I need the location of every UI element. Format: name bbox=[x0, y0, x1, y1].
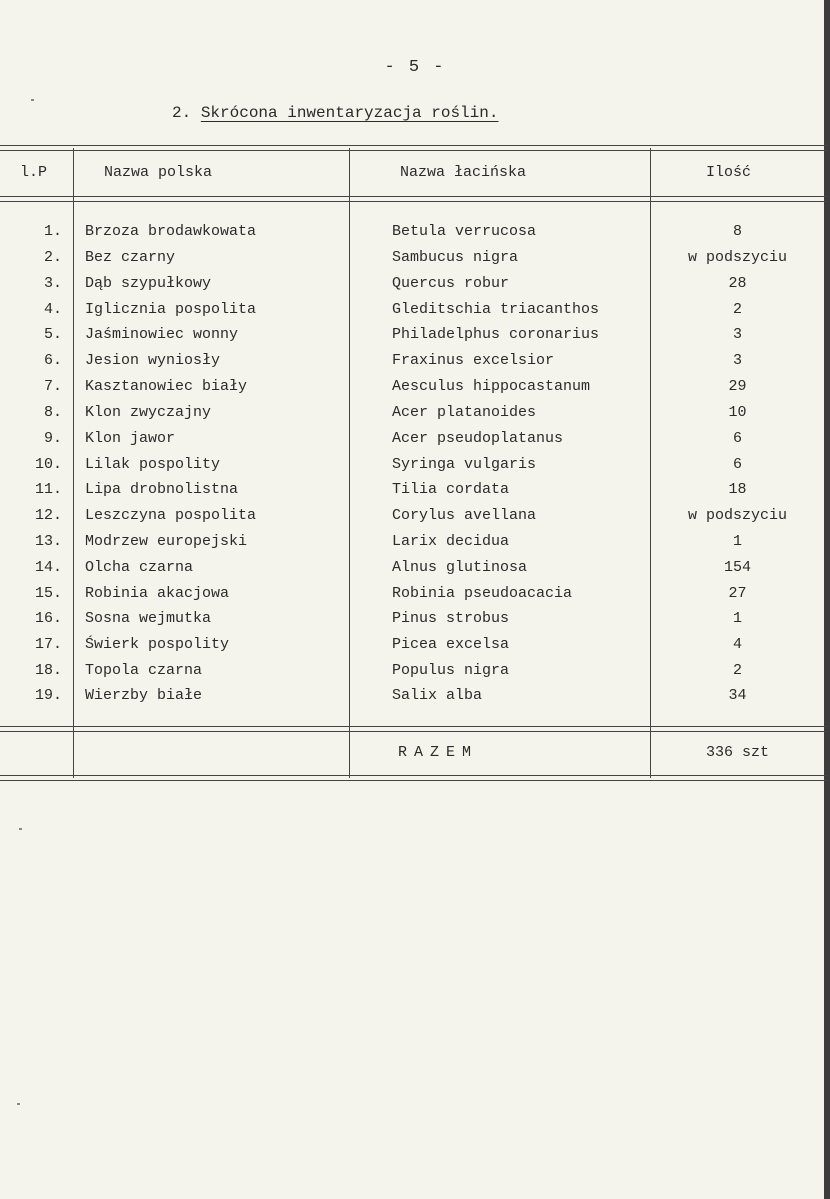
row-number: 5. bbox=[43, 326, 62, 343]
latin-name: Alnus glutinosa bbox=[392, 559, 528, 576]
polish-name: Lilak pospolity bbox=[85, 456, 221, 473]
quantity: 27 bbox=[728, 585, 747, 602]
latin-name: Acer platanoides bbox=[392, 404, 537, 421]
latin-name: Syringa vulgaris bbox=[392, 456, 537, 473]
quantity: 34 bbox=[728, 687, 747, 704]
quantity: 3 bbox=[732, 352, 742, 369]
quantity: 28 bbox=[728, 275, 747, 292]
latin-name: Corylus avellana bbox=[392, 507, 537, 524]
quantity: w podszyciu bbox=[687, 507, 788, 524]
polish-name: Olcha czarna bbox=[85, 559, 194, 576]
paper-edge bbox=[824, 0, 830, 1199]
header-lp: l.P bbox=[20, 164, 48, 181]
row-number: 19. bbox=[34, 687, 62, 704]
latin-name: Sambucus nigra bbox=[392, 249, 519, 266]
polish-name: Robinia akacjowa bbox=[85, 585, 230, 602]
body-bottom-rule bbox=[0, 726, 828, 732]
scan-speck bbox=[17, 1103, 20, 1105]
quantity: 2 bbox=[732, 662, 742, 679]
polish-name: Klon zwyczajny bbox=[85, 404, 212, 421]
row-number: 12. bbox=[34, 507, 62, 524]
column-divider bbox=[349, 148, 350, 778]
column-divider bbox=[73, 148, 74, 778]
quantity: 1 bbox=[732, 610, 742, 627]
latin-name: Tilia cordata bbox=[392, 481, 510, 498]
quantity: 154 bbox=[723, 559, 751, 576]
table-top-rule bbox=[0, 145, 828, 151]
latin-name: Robinia pseudoacacia bbox=[392, 585, 573, 602]
quantity: 1 bbox=[732, 533, 742, 550]
column-divider bbox=[650, 148, 651, 778]
scan-speck bbox=[31, 99, 34, 101]
quantity: 6 bbox=[732, 456, 742, 473]
quantity: 3 bbox=[732, 326, 742, 343]
total-label: RAZEM bbox=[398, 744, 479, 761]
latin-name: Picea excelsa bbox=[392, 636, 510, 653]
table-bottom-rule bbox=[0, 775, 828, 781]
row-number: 3. bbox=[43, 275, 62, 292]
row-number: 1. bbox=[43, 223, 62, 240]
polish-name: Klon jawor bbox=[85, 430, 176, 447]
latin-name: Aesculus hippocastanum bbox=[392, 378, 591, 395]
quantity: 6 bbox=[732, 430, 742, 447]
header-bottom-rule bbox=[0, 196, 828, 202]
latin-name: Salix alba bbox=[392, 687, 483, 704]
polish-name: Iglicznia pospolita bbox=[85, 301, 257, 318]
polish-name: Kasztanowiec biały bbox=[85, 378, 248, 395]
row-number: 13. bbox=[34, 533, 62, 550]
row-number: 11. bbox=[34, 481, 62, 498]
row-number: 9. bbox=[43, 430, 62, 447]
row-number: 17. bbox=[34, 636, 62, 653]
polish-name: Lipa drobnolistna bbox=[85, 481, 239, 498]
latin-name: Populus nigra bbox=[392, 662, 510, 679]
latin-name: Larix decidua bbox=[392, 533, 510, 550]
page-number: - 5 - bbox=[384, 58, 446, 77]
quantity: 29 bbox=[728, 378, 747, 395]
row-number: 2. bbox=[43, 249, 62, 266]
scan-speck bbox=[19, 828, 22, 830]
latin-name: Gleditschia triacanthos bbox=[392, 301, 600, 318]
polish-name: Modrzew europejski bbox=[85, 533, 248, 550]
latin-name: Quercus robur bbox=[392, 275, 510, 292]
latin-name: Fraxinus excelsior bbox=[392, 352, 555, 369]
latin-name: Betula verrucosa bbox=[392, 223, 537, 240]
quantity: 8 bbox=[732, 223, 742, 240]
row-number: 15. bbox=[34, 585, 62, 602]
header-polish-name: Nazwa polska bbox=[104, 164, 213, 181]
row-number: 4. bbox=[43, 301, 62, 318]
polish-name: Wierzby białe bbox=[85, 687, 203, 704]
row-number: 10. bbox=[34, 456, 62, 473]
row-number: 16. bbox=[34, 610, 62, 627]
header-latin-name: Nazwa łacińska bbox=[400, 164, 527, 181]
quantity: 18 bbox=[728, 481, 747, 498]
section-number: 2. bbox=[172, 104, 192, 122]
quantity: 2 bbox=[732, 301, 742, 318]
polish-name: Leszczyna pospolita bbox=[85, 507, 257, 524]
polish-name: Świerk pospolity bbox=[85, 636, 230, 653]
latin-name: Acer pseudoplatanus bbox=[392, 430, 564, 447]
row-number: 14. bbox=[34, 559, 62, 576]
latin-name: Philadelphus coronarius bbox=[392, 326, 600, 343]
quantity: 4 bbox=[732, 636, 742, 653]
polish-name: Bez czarny bbox=[85, 249, 176, 266]
polish-name: Dąb szypułkowy bbox=[85, 275, 212, 292]
section-title bbox=[172, 104, 498, 122]
polish-name: Jesion wyniosły bbox=[85, 352, 221, 369]
quantity: w podszyciu bbox=[687, 249, 788, 266]
quantity: 10 bbox=[728, 404, 747, 421]
row-number: 7. bbox=[43, 378, 62, 395]
polish-name: Topola czarna bbox=[85, 662, 203, 679]
section-title-text: Skrócona inwentaryzacja roślin. bbox=[200, 104, 499, 122]
row-number: 8. bbox=[43, 404, 62, 421]
polish-name: Jaśminowiec wonny bbox=[85, 326, 239, 343]
latin-name: Pinus strobus bbox=[392, 610, 510, 627]
row-number: 6. bbox=[43, 352, 62, 369]
total-value: 336 szt bbox=[705, 744, 769, 761]
header-quantity: Ilość bbox=[706, 164, 752, 181]
row-number: 18. bbox=[34, 662, 62, 679]
polish-name: Sosna wejmutka bbox=[85, 610, 212, 627]
polish-name: Brzoza brodawkowata bbox=[85, 223, 257, 240]
